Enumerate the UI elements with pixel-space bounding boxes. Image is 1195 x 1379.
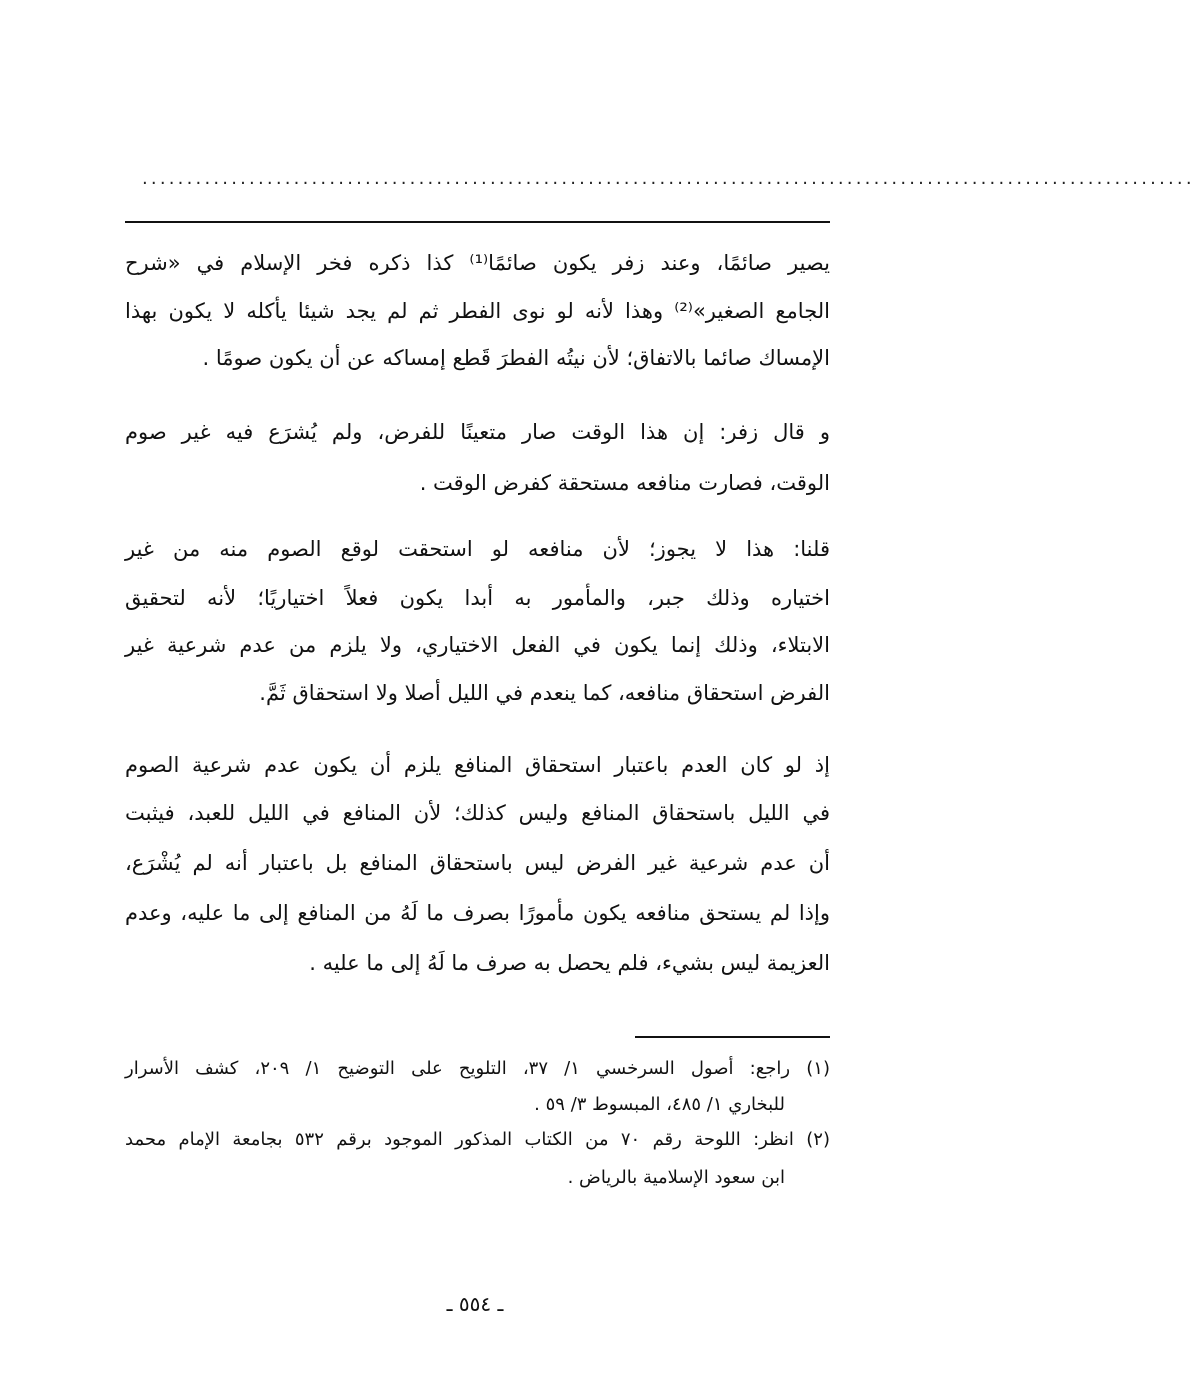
dotted-leader: ...................................................................................................................... (142, 168, 1195, 189)
page-number: ـ ٥٥٤ ـ (446, 1292, 504, 1316)
footnote-2-line: ابن سعود الإسلامية بالرياض . (567, 1167, 785, 1188)
text-line: يصير صائمًا، وعند زفر يكون صائمًا⁽¹⁾ كذا ذكره فخر الإسلام في «شرح (125, 251, 830, 275)
text-line: في الليل باستحقاق المنافع وليس كذلك؛ لأن المنافع في الليل للعبد، فيثبت (125, 801, 830, 825)
text-line: الجامع الصغير»⁽²⁾ وهذا لأنه لو نوى الفطر ثم لم يجد شيئا يأكله لا يكون بهذا (125, 299, 830, 323)
text-line: الابتلاء، وذلك إنما يكون في الفعل الاختياري، ولا يلزم من عدم شرعية غير (125, 633, 830, 657)
text-line: إذ لو كان العدم باعتبار استحقاق المنافع يلزم أن يكون عدم شرعية الصوم (125, 753, 830, 777)
text-line: و قال زفر: إن هذا الوقت صار متعينًا للفرض، ولم يُشرَع فيه غير صوم (125, 420, 830, 444)
text-line: أن عدم شرعية غير الفرض ليس باستحقاق المنافع بل باعتبار أنه لم يُشْرَع، (125, 851, 830, 875)
text-line: الوقت، فصارت منافعه مستحقة كفرض الوقت . (419, 471, 830, 495)
text-line: الإمساك صائما بالاتفاق؛ لأن نيتُه الفطرَ قَطع إمساكه عن أن يكون صومًا . (202, 346, 830, 370)
text-line: العزيمة ليس بشيء، فلم يحصل به صرف ما لَهُ إلى ما عليه . (309, 951, 830, 975)
footnote-rule (635, 1036, 830, 1038)
text-line: قلنا: هذا لا يجوز؛ لأن منافعه لو استحقت لوقع الصوم منه من غير (125, 537, 830, 561)
footnote-2-line: (٢) انظر: اللوحة رقم ٧٠ من الكتاب المذكور الموجود برقم ٥٣٢ بجامعة الإمام محمد (125, 1129, 830, 1150)
header-rule (125, 221, 830, 223)
footnote-1-line: (١) راجع: أصول السرخسي ١/ ٣٧، التلويح على التوضيح ١/ ٢٠٩، كشف الأسرار (125, 1058, 830, 1079)
text-line: اختياره وذلك جبر، والمأمور به أبدا يكون فعلاً اختياريًا؛ لأنه لتحقيق (125, 586, 830, 610)
text-line: الفرض استحقاق منافعه، كما ينعدم في الليل أصلا ولا استحقاق ثَمَّ. (259, 681, 830, 705)
text-line: وإذا لم يستحق منافعه يكون مأمورًا بصرف ما لَهُ من المنافع إلى ما عليه، وعدم (125, 901, 830, 925)
footnote-1-line: للبخاري ١/ ٤٨٥، المبسوط ٣/ ٥٩ . (534, 1094, 785, 1115)
